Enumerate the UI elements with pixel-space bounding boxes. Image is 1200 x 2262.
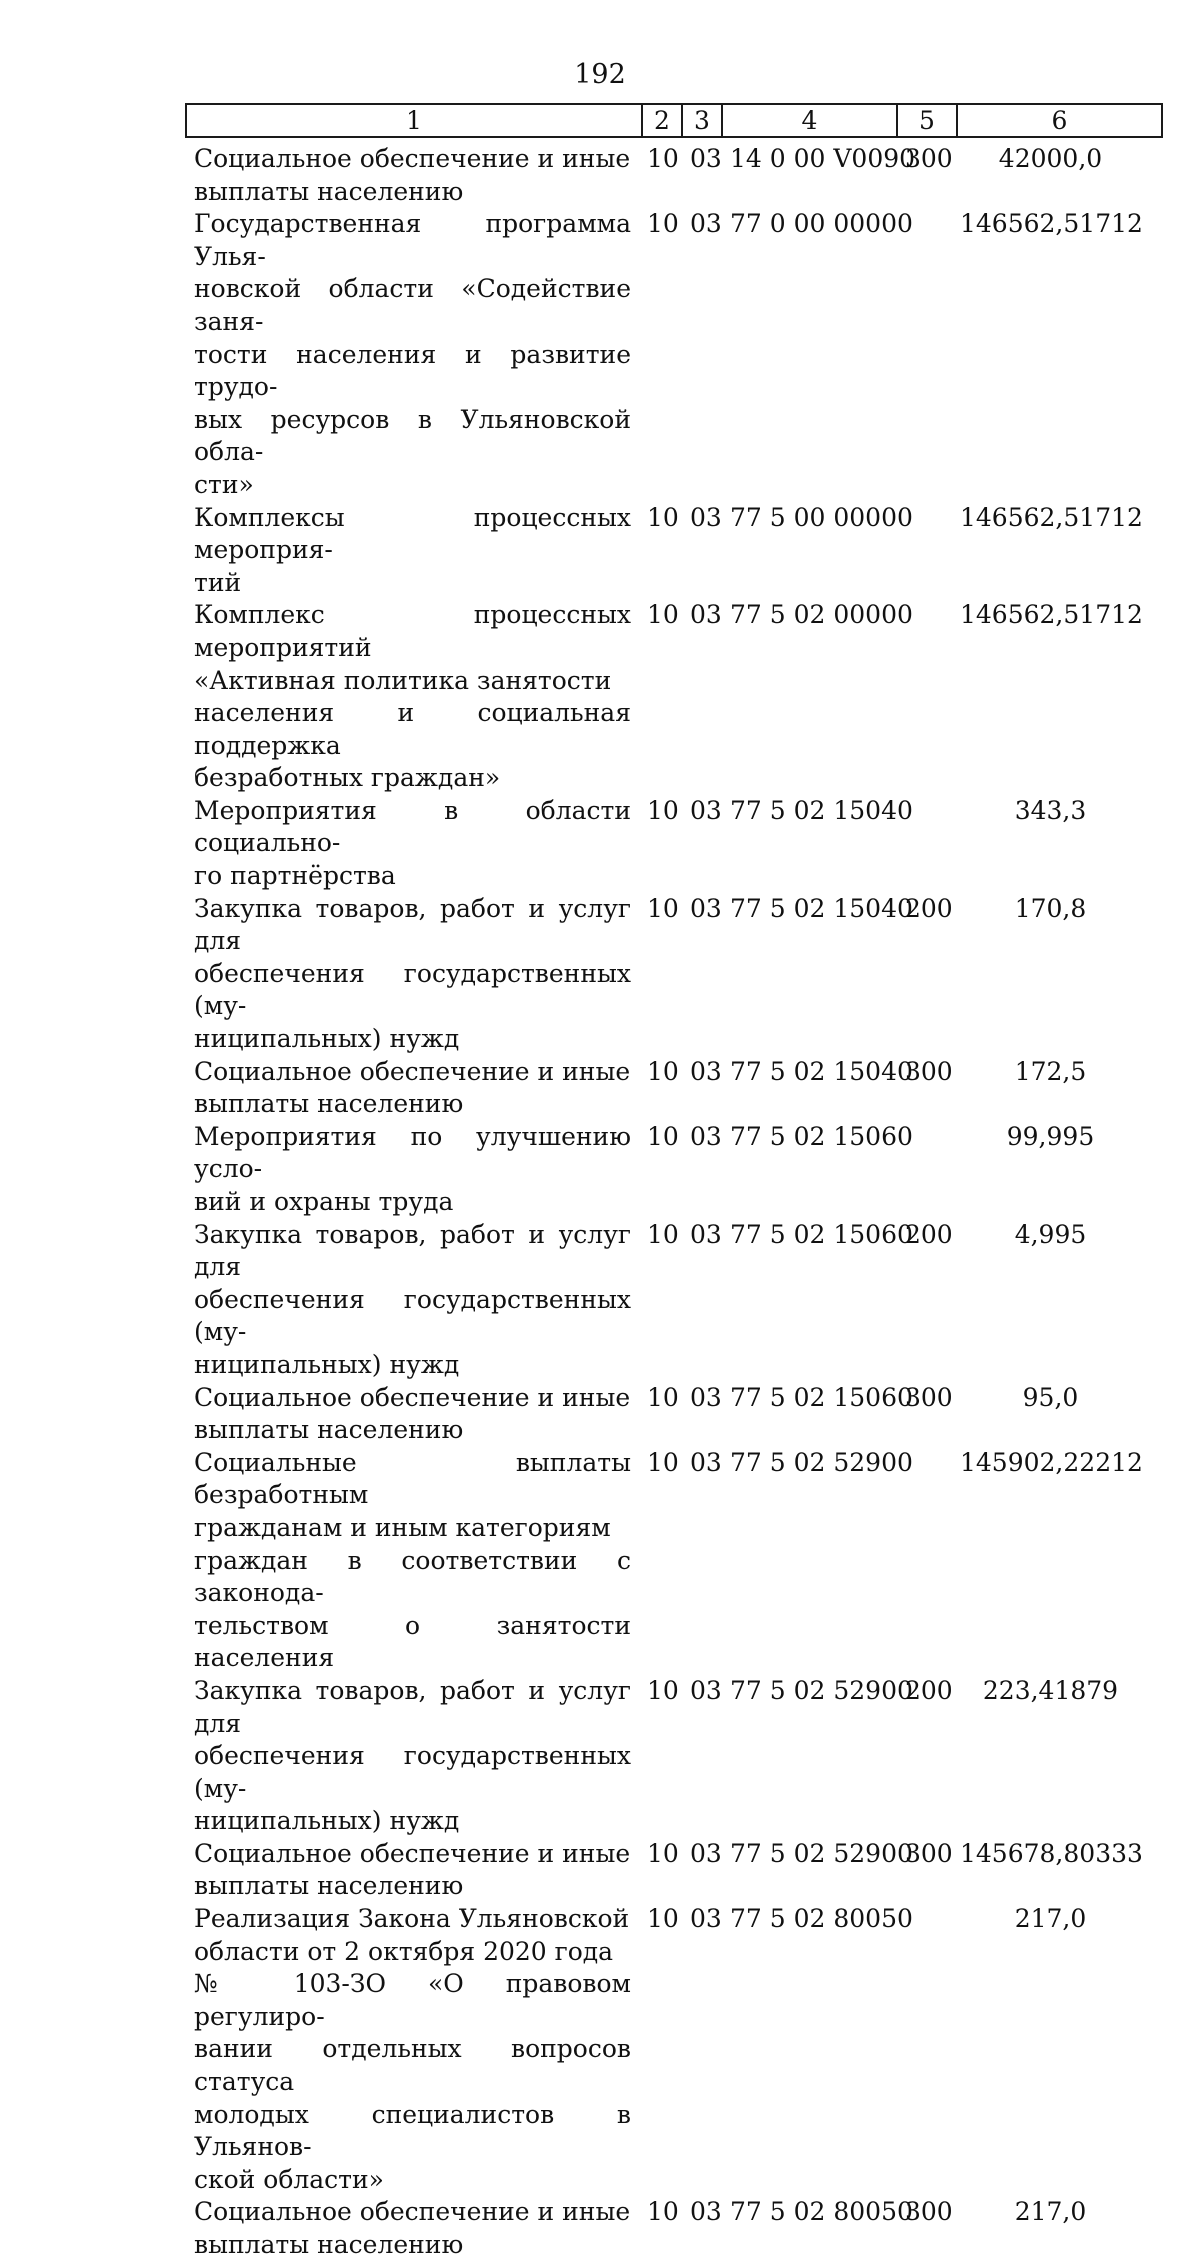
row-amount: 99,995 bbox=[1006, 1121, 1095, 1151]
row-expense-type-code: 200 bbox=[905, 1219, 953, 1249]
row-target-article-code: 14 0 00 V0090 bbox=[730, 144, 916, 173]
header-col-2: 2 bbox=[643, 105, 683, 136]
row-target-article-code: 77 5 02 80050 bbox=[730, 1904, 913, 1934]
row-description: Комплекс процессных мероприятий «Активная политика занятости населения и социальная поддержка безработных граждан» bbox=[194, 600, 631, 793]
table-row bbox=[0, 1903, 1200, 2196]
header-col-5: 5 bbox=[898, 105, 958, 136]
row-amount: 145678,80333 bbox=[960, 1838, 1143, 1868]
row-description: Закупка товаров, работ и услуг для обеспечения государственных (му- ниципальных) нужд bbox=[194, 1675, 631, 1836]
row-subsection-code: 03 bbox=[690, 1675, 722, 1705]
table-row bbox=[0, 1056, 1200, 1121]
row-target-article-code: 77 5 02 00000 bbox=[730, 600, 913, 630]
row-description: Социальное обеспечение и иные выплаты населению bbox=[194, 2197, 631, 2259]
row-target-article-code: 77 5 02 15040 bbox=[730, 795, 913, 825]
row-subsection-code: 03 bbox=[690, 600, 722, 630]
row-amount: 42000,0 bbox=[998, 144, 1103, 173]
row-subsection-code: 03 bbox=[690, 144, 722, 173]
row-amount: 223,41879 bbox=[982, 1675, 1119, 1705]
row-amount: 217,0 bbox=[1014, 1904, 1087, 1934]
row-amount: 172,5 bbox=[1014, 1056, 1087, 1086]
table-row bbox=[0, 1447, 1200, 1675]
row-section-code: 10 bbox=[647, 1121, 679, 1151]
row-description: Комплексы процессных мероприя- тий bbox=[194, 502, 631, 597]
row-subsection-code: 03 bbox=[690, 209, 722, 239]
row-section-code: 10 bbox=[647, 1904, 679, 1934]
row-amount: 146562,51712 bbox=[960, 600, 1143, 630]
table-row bbox=[0, 1675, 1200, 1838]
table-row bbox=[0, 599, 1200, 795]
row-expense-type-code: 300 bbox=[905, 144, 953, 173]
row-amount: 146562,51712 bbox=[960, 209, 1143, 239]
table-row bbox=[0, 893, 1200, 1056]
row-description: Социальное обеспечение и иные выплаты населению bbox=[194, 1838, 631, 1901]
row-expense-type-code: 300 bbox=[905, 1838, 953, 1868]
row-section-code: 10 bbox=[647, 893, 679, 923]
row-amount: 4,995 bbox=[1014, 1219, 1087, 1249]
row-target-article-code: 77 5 02 15060 bbox=[730, 1219, 913, 1249]
row-section-code: 10 bbox=[647, 1447, 679, 1477]
page-number: 192 bbox=[574, 59, 626, 90]
row-amount: 146562,51712 bbox=[960, 502, 1143, 532]
row-subsection-code: 03 bbox=[690, 2197, 722, 2227]
row-target-article-code: 77 5 02 15060 bbox=[730, 1121, 913, 1151]
row-expense-type-code: 200 bbox=[905, 1675, 953, 1705]
row-expense-type-code: 200 bbox=[905, 893, 953, 923]
row-section-code: 10 bbox=[647, 502, 679, 532]
table-row bbox=[0, 1838, 1200, 1903]
row-expense-type-code: 300 bbox=[905, 1382, 953, 1412]
row-target-article-code: 77 5 02 15060 bbox=[730, 1382, 913, 1412]
row-target-article-code: 77 5 02 15040 bbox=[730, 893, 913, 923]
table-row bbox=[0, 1121, 1200, 1219]
row-section-code: 10 bbox=[647, 209, 679, 239]
row-target-article-code: 77 5 02 52900 bbox=[730, 1447, 913, 1477]
row-description: Социальные выплаты безработным гражданам и иным категориям граждан в соответствии с законода- тельством о занятости населения bbox=[194, 1447, 631, 1673]
row-section-code: 10 bbox=[647, 144, 679, 173]
row-section-code: 10 bbox=[647, 1675, 679, 1705]
row-target-article-code: 77 5 02 52900 bbox=[730, 1838, 913, 1868]
table-header bbox=[185, 103, 1163, 138]
header-col-3: 3 bbox=[683, 105, 723, 136]
header-col-4: 4 bbox=[723, 105, 898, 136]
table-row bbox=[0, 143, 1200, 208]
row-subsection-code: 03 bbox=[690, 1056, 722, 1086]
row-description: Реализация Закона Ульяновской области от 2 октября 2020 года № 103-ЗО «О правовом регулиро- вании отдельных вопросов статуса молодых специалистов в Ульянов- ской области» bbox=[194, 1904, 631, 2194]
row-description: Социальное обеспечение и иные выплаты населению bbox=[194, 1382, 631, 1445]
row-target-article-code: 77 5 02 52900 bbox=[730, 1675, 913, 1705]
row-subsection-code: 03 bbox=[690, 1447, 722, 1477]
table-row bbox=[0, 1219, 1200, 1382]
row-target-article-code: 77 0 00 00000 bbox=[730, 209, 913, 239]
row-description: Социальное обеспечение и иные выплаты населению bbox=[194, 144, 631, 206]
table-row bbox=[0, 795, 1200, 893]
table-row bbox=[0, 208, 1200, 501]
row-section-code: 10 bbox=[647, 2197, 679, 2227]
row-target-article-code: 77 5 02 15040 bbox=[730, 1056, 913, 1086]
table-row bbox=[0, 1382, 1200, 1447]
row-section-code: 10 bbox=[647, 1056, 679, 1086]
row-subsection-code: 03 bbox=[690, 893, 722, 923]
row-subsection-code: 03 bbox=[690, 502, 722, 532]
row-subsection-code: 03 bbox=[690, 1382, 722, 1412]
row-section-code: 10 bbox=[647, 600, 679, 630]
row-description: Социальное обеспечение и иные выплаты населению bbox=[194, 1056, 631, 1119]
row-description: Закупка товаров, работ и услуг для обеспечения государственных (му- ниципальных) нужд bbox=[194, 1219, 631, 1379]
row-description: Мероприятия в области социально- го партнёрства bbox=[194, 795, 631, 891]
row-section-code: 10 bbox=[647, 1382, 679, 1412]
header-col-1: 1 bbox=[187, 105, 643, 136]
row-section-code: 10 bbox=[647, 1219, 679, 1249]
row-subsection-code: 03 bbox=[690, 795, 722, 825]
row-description: Государственная программа Улья- новской области «Содействие заня- тости населения и развитие трудо- вых ресурсов в Ульяновской обла- сти» bbox=[194, 209, 631, 499]
row-section-code: 10 bbox=[647, 1838, 679, 1868]
row-expense-type-code: 300 bbox=[905, 1056, 953, 1086]
row-target-article-code: 77 5 02 80050 bbox=[730, 2197, 913, 2227]
row-amount: 95,0 bbox=[1022, 1382, 1079, 1412]
row-section-code: 10 bbox=[647, 795, 679, 825]
row-amount: 217,0 bbox=[1014, 2197, 1087, 2227]
header-col-6: 6 bbox=[1051, 106, 1068, 135]
row-subsection-code: 03 bbox=[690, 1838, 722, 1868]
row-subsection-code: 03 bbox=[690, 1219, 722, 1249]
table-row bbox=[0, 502, 1200, 600]
row-target-article-code: 77 5 00 00000 bbox=[730, 502, 913, 532]
row-description: Мероприятия по улучшению усло- вий и охраны труда bbox=[194, 1121, 631, 1216]
row-subsection-code: 03 bbox=[690, 1121, 722, 1151]
row-subsection-code: 03 bbox=[690, 1904, 722, 1934]
row-description: Закупка товаров, работ и услуг для обеспечения государственных (му- ниципальных) нужд bbox=[194, 893, 631, 1054]
row-amount: 170,8 bbox=[1014, 893, 1087, 923]
row-expense-type-code: 300 bbox=[905, 2197, 953, 2227]
table-row bbox=[0, 2196, 1200, 2261]
row-amount: 145902,22212 bbox=[960, 1447, 1143, 1477]
row-amount: 343,3 bbox=[1014, 795, 1087, 825]
table-body bbox=[0, 143, 1200, 2262]
